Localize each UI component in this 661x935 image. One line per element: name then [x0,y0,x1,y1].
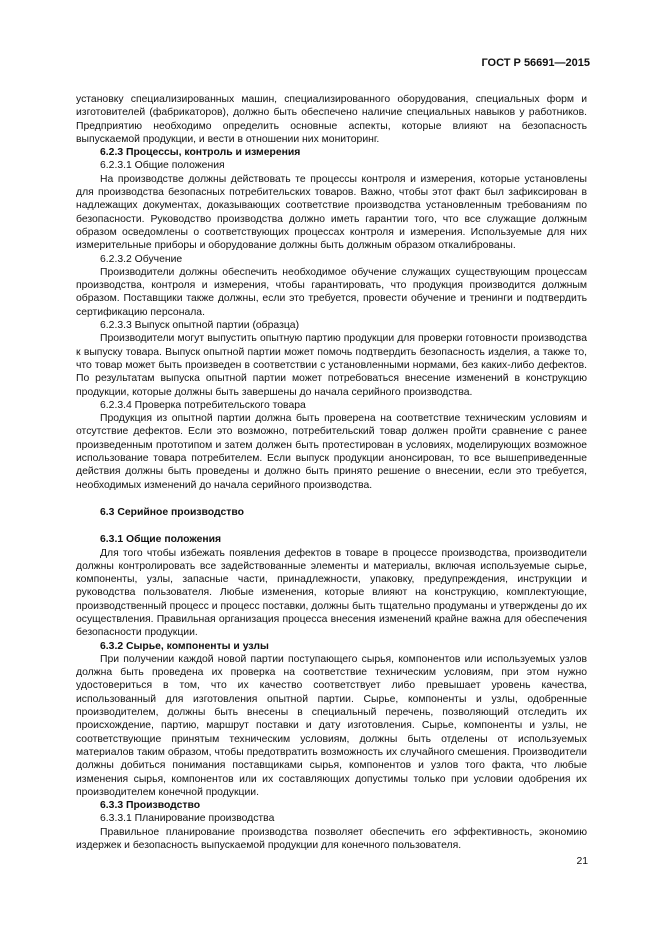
subheading-6-2-3-4: 6.2.3.4 Проверка потребительского товара [100,399,306,411]
page-number: 21 [576,856,588,867]
paragraph-6-2-3-2: Производители должны обеспечить необходимое обучение служащих существующим процессам производства, контроля и измерения, чтобы гарантировать, что продукция производится должным образом. Поставщики также должны, если это требуется, провести обучение и тренинги и подтвердить сертификацию персонала. [76,266,587,318]
paragraph-6-3-2: При получении каждой новой партии поступающего сырья, компонентов или используемых узлов должна быть проведена их проверка на соответствие техническим условиям, при этом нужно удостовериться в том, что их качество соответствует либо превышает уровень качества, использованный для изготовления опытной партии. Сырье, компоненты и узлы, одобренные производителем, должны быть внесены в специальный перечень, позволяющий отследить их происхождение, партию, маршрут поставки и дату изготовления. Сырье, компоненты и узлы, не соответствующие принятым техническим условиям, должны быть отделены от используемых материалов таким образом, чтобы предотвратить возможность их случайного смешения. Производители должны добиться понимания поставщиками сырья, компонентов и узлов того факта, что любые изменения сырья, компонентов или их составляющих допустимы только при условии одобрения их производителем конечной продукции. [76,653,587,798]
paragraph-6-2-3-1: На производстве должны действовать те процессы контроля и измерения, которые установлены для производства безопасных потребительских товаров. Важно, чтобы этот факт был зафиксирован в надлежащих документах, доказывающих соответствие производства установленным требованиям по безопасности. Руководство производства должно иметь гарантии того, что все служащие должным образом осведомлены о соответствующих процессах контроля и измерения. Используемые для них измерительные приборы и оборудование должны быть должным образом откалиброваны. [76,173,587,252]
section-spacer [76,519,587,533]
subheading-6-2-3-3: 6.2.3.3 Выпуск опытной партии (образца) [100,320,300,332]
section-spacer [76,492,587,506]
heading-6-3-2: 6.3.2 Сырье, компоненты и узлы [100,640,269,652]
paragraph-6-3-3-1: Правильное планирование производства позволяет обеспечить его эффективность, экономию издержек и безопасность выпускаемой продукции для конечного пользователя. [76,826,587,852]
subheading-6-2-3-1: 6.2.3.1 Общие положения [100,160,225,172]
paragraph-6-3-1: Для того чтобы избежать появления дефектов в товаре в процессе производства, производители должны контролировать все задействованные элементы и материалы, включая используемые сырье, компоненты, узлы, запасные части, принадлежности, упаковку, предупреждения, инструкции и руководства пользователя. Любые изменения, которые влияют на конструкцию, комплектующие, производственный процесс и процесс поставки, должны быть тщательно продуманы и утверждены до их осуществления. Правильная организация процесса внесения изменений крайне важна для обеспечения безопасности продукции. [76,547,587,639]
document-header-standard: ГОСТ Р 56691—2015 [481,57,590,69]
subheading-6-3-3-1: 6.3.3.1 Планирование производства [100,813,275,825]
page-body [76,93,587,852]
heading-6-2-3: 6.2.3 Процессы, контроль и измерения [100,147,301,159]
paragraph-6-2-3-3: Производители могут выпустить опытную партию продукции для проверки готовности производства к выпуску товара. Выпуск опытной партии может помочь подтвердить безопасность изделия, а также то, что товар может быть произведен в соответствии с установленными нормами, без каких-либо дефектов. По результатам выпуска опытной партии может потребоваться внесение изменений в конструкцию продукции, которые должны быть завершены до начала серийного производства. [76,333,587,398]
paragraph-6-2-3-4: Продукция из опытной партии должна быть проверена на соответствие техническим условиям и отсутствие дефектов. Если это возможно, потребительский товар должен пройти сравнение с ранее произведенным прототипом и затем должен быть протестирован в условиях, моделирующих возможное использование товара потребителем. Если выпуск продукции анонсирован, то все вышеприведенные действия должны быть проведены и должно быть принято решение о внесении, если это требуется, необходимых изменений до начала серийного производства. [76,413,587,491]
heading-6-3-1: 6.3.1 Общие положения [100,534,222,546]
heading-6-3-3: 6.3.3 Производство [100,800,201,812]
heading-6-3: 6.3 Серийное производство [100,506,244,518]
subheading-6-2-3-2: 6.2.3.2 Обучение [100,253,183,265]
paragraph-continuation: установку специализированных машин, специализированного оборудования, специальных форм и изготовителей (фабрикаторов), должно быть обеспечено наличие специальных навыков у работников. Предприятию необходимо определить основные аспекты, которые влияют на безопасность выпускаемой продукции, и вести в отношении них мониторинг. [76,94,587,145]
